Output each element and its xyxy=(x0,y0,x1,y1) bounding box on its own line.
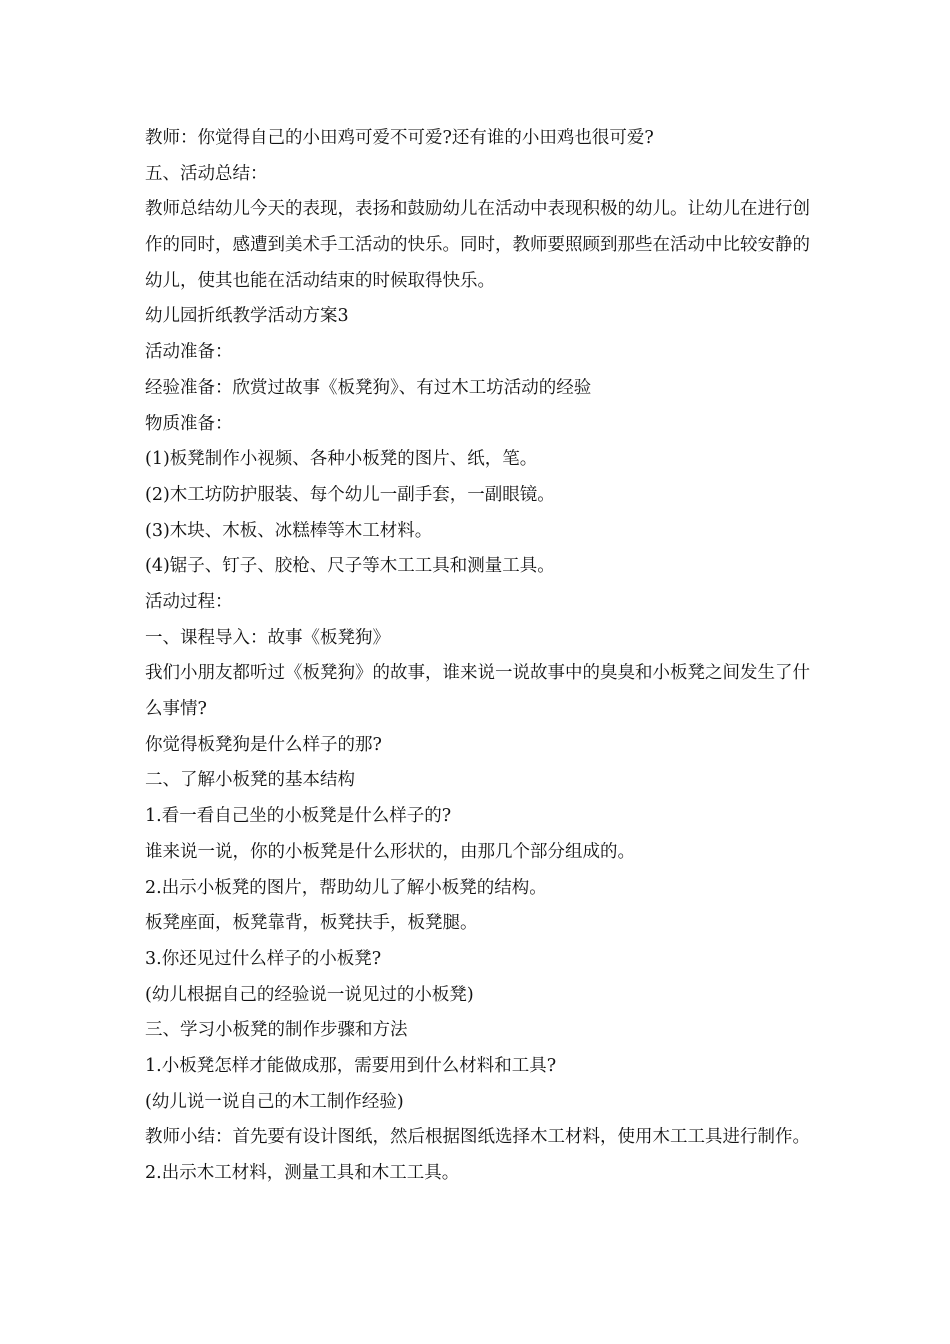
paragraph: 板凳座面，板凳靠背，板凳扶手，板凳腿。 xyxy=(145,913,478,934)
list-item: (2)木工坊防护服装、每个幼儿一副手套，一副眼镜。 xyxy=(145,484,555,505)
paragraph: 经验准备：欣赏过故事《板凳狗》、有过木工坊活动的经验 xyxy=(145,377,592,398)
document-title: 幼儿园折纸教学活动方案3 xyxy=(145,306,349,327)
list-item: 3.你还见过什么样子的小板凳? xyxy=(145,948,382,969)
paragraph: 谁来说一说，你的小板凳是什么形状的，由那几个部分组成的。 xyxy=(145,841,635,862)
paragraph: 教师总结幼儿今天的表现，表扬和鼓励幼儿在活动中表现积极的幼儿。让幼儿在进行创作的同时，感遭到美术手工活动的快乐。同时，教师要照顾到那些在活动中比较安静的幼儿，使其也能在活动结束的时候取得快乐。 xyxy=(145,199,810,291)
paragraph: 你觉得板凳狗是什么样子的那? xyxy=(145,734,382,755)
paragraph: 教师小结：首先要有设计图纸，然后根据图纸选择木工材料，使用木工工具进行制作。 xyxy=(145,1127,810,1148)
section-heading: 三、学习小板凳的制作步骤和方法 xyxy=(145,1020,408,1041)
paragraph: (幼儿根据自己的经验说一说见过的小板凳) xyxy=(145,984,474,1005)
paragraph: 教师：你觉得自己的小田鸡可爱不可爱?还有谁的小田鸡也很可爱? xyxy=(145,128,654,148)
list-item: 2.出示木工材料，测量工具和木工工具。 xyxy=(145,1163,460,1184)
section-heading: 活动准备： xyxy=(145,342,233,363)
paragraph: 我们小朋友都听过《板凳狗》的故事，谁来说一说故事中的臭臭和小板凳之间发生了什么事情? xyxy=(145,663,810,720)
section-heading: 二、了解小板凳的基本结构 xyxy=(145,770,355,791)
list-item: 1.看一看自己坐的小板凳是什么样子的? xyxy=(145,806,452,827)
section-heading: 活动过程： xyxy=(145,591,233,612)
list-item: (3)木块、木板、冰糕棒等木工材料。 xyxy=(145,520,433,541)
section-heading: 物质准备： xyxy=(145,413,233,434)
list-item: (1)板凳制作小视频、各种小板凳的图片、纸，笔。 xyxy=(145,449,538,470)
section-heading: 一、课程导入：故事《板凳狗》 xyxy=(145,627,390,648)
list-item: 1.小板凳怎样才能做成那，需要用到什么材料和工具? xyxy=(145,1055,557,1076)
list-item: 2.出示小板凳的图片，帮助幼儿了解小板凳的结构。 xyxy=(145,877,547,898)
paragraph: (幼儿说一说自己的木工制作经验) xyxy=(145,1091,404,1112)
document-page xyxy=(145,121,810,1192)
list-item: (4)锯子、钉子、胶枪、尺子等木工工具和测量工具。 xyxy=(145,556,555,577)
section-heading: 五、活动总结： xyxy=(145,163,268,184)
